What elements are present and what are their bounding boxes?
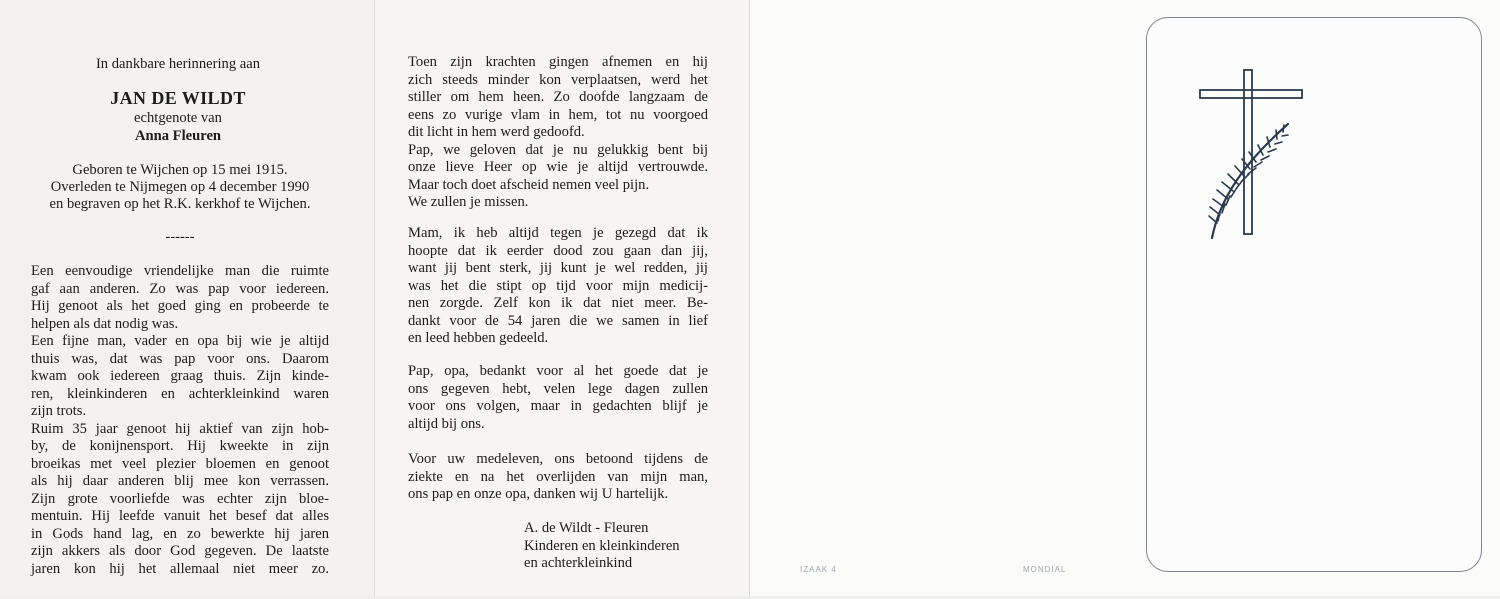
text-line: als hij daar anderen blij mee kon verrassen.: [31, 473, 329, 489]
text-line: helpen als dat nodig was.: [31, 315, 179, 332]
death-line: Overleden te Nijmegen op 4 december 1990: [50, 179, 310, 195]
text-line: gaf aan anderen. Zo was pap voor iedereen.: [31, 280, 329, 297]
text-line: Ruim 35 jaar genoot hij aktief van zijn hob-: [31, 420, 329, 437]
text-line: ons gegeven hebt, velen lege dagen zullen: [408, 380, 708, 397]
text-line: Pap, we geloven dat je nu gelukkig bent bij: [408, 141, 708, 158]
text-line: zijn trots.: [31, 403, 87, 419]
separator: ------: [165, 229, 195, 245]
text-line: eens zo vurige vlam in hem, tot nu voorgoed: [408, 106, 708, 123]
printer-brand: MONDIAL: [1023, 565, 1067, 574]
text-line: Toen zijn krachten gingen afnemen en hij: [408, 54, 708, 70]
text-line: zijn akkers als door God gegeven. De laatste: [31, 543, 329, 559]
text-line: en leed hebben gedeeld.: [408, 330, 549, 346]
left-page: [0, 0, 375, 599]
text-line: Hij genoot als het goed ging en probeerde te: [31, 298, 329, 314]
text-line: zich steeds minder kon verplaatsen, werd het: [408, 71, 708, 88]
text-line: Voor uw medeleven, ons betoond tijdens de: [408, 451, 708, 467]
deceased-name: JAN DE WILDT: [110, 88, 246, 108]
text-line: altijd bij ons.: [408, 415, 485, 432]
signature-line: Kinderen en kleinkinderen: [524, 537, 680, 554]
text-line: ziekte en na het overlijden van mijn man,: [408, 468, 708, 485]
text-line: in Gods hand lag, en zo bewerkte hij jaren: [31, 525, 329, 542]
spouse-label: echtgenote van: [134, 110, 222, 126]
text-line: nen zorgde. Zelf kon ik dat niet meer. Be-: [408, 295, 708, 311]
text-line: was het die stipt op tijd voor mijn medicij-: [408, 277, 708, 294]
text-line: mentuin. Hij leefde vanuit het besef dat alles: [31, 508, 329, 524]
text-line: kwam ook iedereen graag thuis. Zijn kinde-: [31, 368, 329, 384]
farewell-paragraph: [408, 54, 708, 212]
text-line: by, de konijnensport. Hij kweekte in zijn: [31, 438, 329, 454]
spouse-paragraph: [408, 225, 708, 348]
text-line: hoopte dat ik eerder dood zou gaan dan jij,: [408, 242, 708, 259]
signature-line: en achterkleinkind: [524, 555, 633, 571]
text-line: Maar toch doet afscheid nemen veel pijn.: [408, 176, 650, 193]
text-line: ren, kleinkinderen en achterkleinkind waren: [31, 385, 329, 402]
birth-line: Geboren te Wijchen op 15 mei 1915.: [72, 162, 288, 178]
text-line: onze lieve Heer op wie je altijd vertrouwde.: [408, 159, 708, 175]
printer-mark: IZAAK 4: [800, 565, 837, 574]
text-line: thuis was, dat was pap voor ons. Daarom: [31, 350, 329, 367]
text-line: voor ons volgen, maar in gedachten blijf je: [408, 398, 708, 414]
text-line: stiller om hem heen. Zo doofde langzaam de: [408, 89, 708, 105]
cross-with-palm-icon: [1196, 68, 1306, 243]
text-line: Pap, opa, bedankt voor al het goede dat je: [408, 363, 708, 379]
text-line: Een fijne man, vader en opa bij wie je altijd: [31, 333, 329, 349]
text-line: dit licht in hem werd gedoofd.: [408, 124, 585, 140]
signature-line: A. de Wildt - Fleuren: [524, 520, 649, 536]
spouse-name: Anna Fleuren: [134, 128, 222, 144]
text-line: broeikas met veel plezier bloemen en genoot: [31, 455, 329, 472]
text-line: dankt voor de 54 jaren die we samen in lief: [408, 312, 708, 329]
text-line: Een eenvoudige vriendelijke man die ruimte: [31, 263, 329, 279]
biography-text: [31, 263, 329, 578]
signature-block: [524, 520, 744, 573]
thanks-paragraph: [408, 451, 708, 504]
burial-line: en begraven op het R.K. kerkhof te Wijchen.: [49, 196, 311, 212]
text-line: ons pap en onze opa, danken wij U hartelijk.: [408, 486, 669, 502]
intro-line: In dankbare herinnering aan: [95, 56, 261, 72]
text-line: Zijn grote voorliefde was echter zijn bloe-: [31, 490, 329, 507]
text-line: We zullen je missen.: [408, 194, 529, 210]
family-paragraph: [408, 363, 708, 433]
text-line: want jij bent sterk, jij kunt je wel redden, jij: [408, 260, 708, 276]
text-line: jaren kon hij het allemaal niet meer zo.: [31, 560, 329, 577]
text-line: Mam, ik heb altijd tegen je gezegd dat ik: [408, 225, 708, 241]
